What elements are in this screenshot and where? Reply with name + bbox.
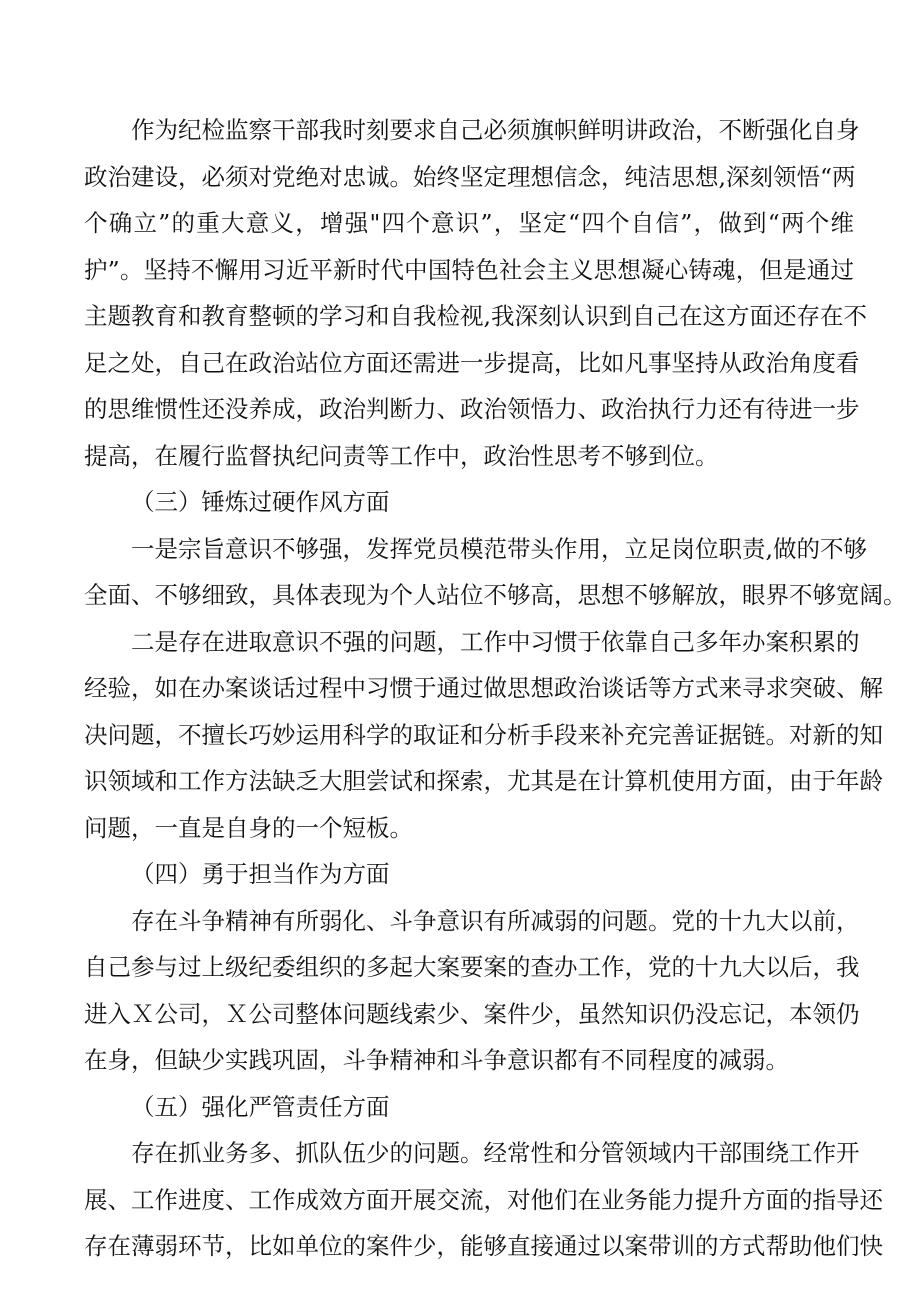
section-heading-3: （三）锤炼过硬作风方面	[131, 488, 390, 516]
text-line: 存在斗争精神有所弱化、斗争意识有所减弱的问题。党的十九大以前，	[131, 907, 860, 935]
text-line: 自己参与过上级纪委组织的多起大案要案的查办工作，党的十九大以后，我	[84, 953, 860, 981]
text-line: 识领域和工作方法缺乏大胆尝试和探索，尤其是在计算机使用方面，由于年龄	[84, 767, 883, 795]
text-line: 决问题，不擅长巧妙运用科学的取证和分析手段来补充完善证据链。对新的知	[84, 721, 883, 749]
section-heading-4: （四）勇于担当作为方面	[131, 860, 390, 888]
text-line: 个确立”的重大意义，增强"四个意识”，坚定“四个自信”，做到“两个维	[84, 209, 854, 237]
text-line: 一是宗旨意识不够强，发挥党员模范带头作用，立足岗位职责,做的不够	[131, 535, 867, 563]
text-line: 进入Ｘ公司，Ｘ公司整体问题线索少、案件少，虽然知识仍没忘记，本领仍	[84, 1000, 860, 1028]
text-line: 在身，但缺少实践巩固，斗争精神和斗争意识都有不同程度的减弱。	[84, 1046, 789, 1074]
text-line: 展、工作进度、工作成效方面开展交流，对他们在业务能力提升方面的指导还	[84, 1186, 883, 1214]
text-line: 二是存在进取意识不强的问题，工作中习惯于依靠自己多年办案积累的	[131, 628, 860, 656]
text-line: 足之处，自己在政治站位方面还需进一步提高，比如凡事坚持从政治角度看	[84, 349, 860, 377]
text-line: 存在薄弱环节，比如单位的案件少，能够直接通过以案带训的方式帮助他们快	[84, 1232, 883, 1260]
text-line: 提高，在履行监督执纪问责等工作中，政治性思考不够到位。	[84, 442, 719, 470]
text-line: 存在抓业务多、抓队伍少的问题。经常性和分管领域内干部围绕工作开	[131, 1139, 860, 1167]
text-line: 作为纪检监察干部我时刻要求自己必须旗帜鲜明讲政治，不断强化自身	[131, 116, 860, 144]
text-line: 主题教育和教育整顿的学习和自我检视,我深刻认识到自己在这方面还存在不	[84, 302, 867, 330]
text-line: 的思维惯性还没养成，政治判断力、政治领悟力、政治执行力还有待进一步	[84, 395, 860, 423]
text-line: 政治建设，必须对党绝对忠诚。始终坚定理想信念，纯洁思想,深刻领悟“两	[84, 163, 856, 191]
text-line: 经验，如在办案谈话过程中习惯于通过做思想政治谈话等方式来寻求突破、解	[84, 674, 883, 702]
text-line: 问题，一直是自身的一个短板。	[84, 814, 413, 842]
text-line: 全面、不够细致，具体表现为个人站位不够高，思想不够解放，眼界不够宽阔。	[84, 581, 907, 609]
section-heading-5: （五）强化严管责任方面	[131, 1093, 390, 1121]
text-line: 护”。坚持不懈用习近平新时代中国特色社会主义思想凝心铸魂，但是通过	[84, 256, 854, 284]
